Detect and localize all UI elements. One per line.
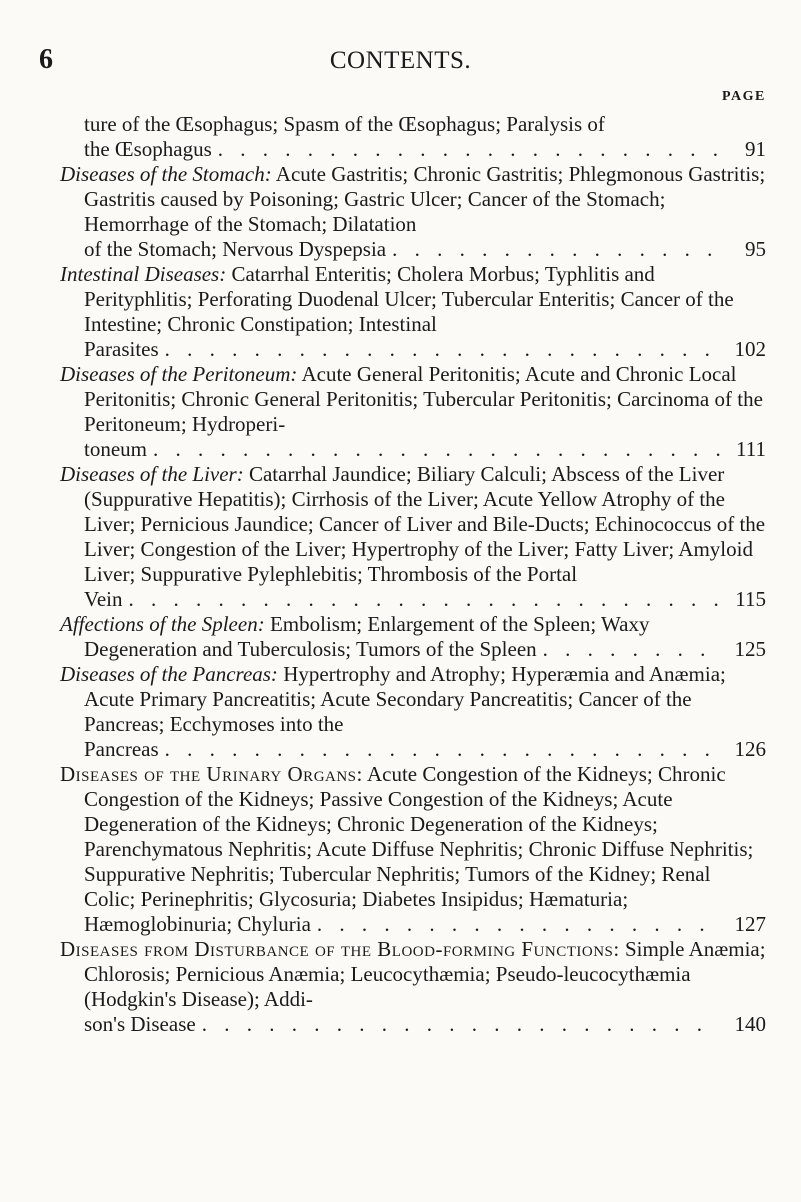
dot-leader [202, 1012, 720, 1037]
entry-last-line: Degeneration and Tuberculosis; Tumors of the Spleen [84, 637, 537, 661]
entry-text: Simple Anæmia; Chlorosis; Pernicious Anæmia; Leucocythæmia; Pseudo-leucocythæmia (Hodgkin's Disease); Addi- [84, 937, 766, 1011]
page-column-label: PAGE [722, 89, 766, 104]
page-number: 6 [39, 44, 53, 75]
toc-entry [60, 937, 766, 1037]
toc-entry [60, 112, 766, 162]
toc-entry [60, 262, 766, 362]
entry-page-number: 91 [745, 137, 766, 161]
toc-entry [60, 362, 766, 462]
dot-leader [153, 437, 720, 462]
entry-text: Acute Gastritis; Chronic Gastritis; Phlegmonous Gastritis; Gastritis caused by Poisoning; Gastric Ulcer; Cancer of the Stomach; Hemorrhage of the Stomach; Dilatation [84, 162, 766, 236]
entry-category: Diseases of the Pancreas: [60, 662, 278, 686]
dot-leader [317, 912, 720, 937]
entry-last-line: of the Stomach; Nervous Dyspepsia [84, 237, 387, 261]
entry-last-line: Hæmoglobinuria; Chyluria [84, 912, 311, 936]
toc-entry [60, 612, 766, 662]
dot-leader [392, 237, 720, 262]
entry-category: Affections of the Spleen: [60, 612, 265, 636]
entry-last-line: son's Disease [84, 1012, 196, 1036]
toc-entry [60, 762, 766, 937]
entry-page-number: 102 [734, 337, 766, 361]
entry-last-line: Pancreas [84, 737, 159, 761]
entry-category: Intestinal Diseases: [60, 262, 227, 286]
entry-text: Hypertrophy and Atrophy; Hyperæmia and Anæmia; Acute Primary Pancreatitis; Acute Secondary Pancreatitis; Cancer of the Pancreas; Ecchymoses into the [84, 662, 726, 736]
entry-page-number: 126 [734, 737, 766, 761]
entry-page-number: 115 [735, 587, 766, 611]
entry-text: Acute General Peritonitis; Acute and Chronic Local Peritonitis; Chronic General Peritonitis; Tubercular Peritonitis; Carcinoma of the Peritoneum; Hydroperi- [84, 362, 763, 436]
entry-page-number: 125 [734, 637, 766, 661]
toc-entry [60, 462, 766, 612]
entry-text: Catarrhal Enteritis; Cholera Morbus; Typhlitis and Perityphlitis; Perforating Duodenal Ulcer; Tubercular Enteritis; Cancer of the Intestine; Chronic Constipation; Intestinal [84, 262, 734, 336]
page-header [0, 42, 801, 78]
entry-text: Catarrhal Jaundice; Biliary Calculi; Abscess of the Liver (Suppurative Hepatitis); Cirrhosis of the Liver; Acute Yellow Atrophy of the Liver; Pernicious Jaundice; Cancer of Liver and Bile-Ducts; Echinococcus of the Liver; Congestion of the Liver; Hypertrophy of the Liver; Fatty Liver; Amyloid Liver; Suppurative Pylephlebitis; Thrombosis of the Portal [84, 462, 766, 586]
dot-leader [129, 587, 721, 612]
entry-last-line: toneum [84, 437, 147, 461]
dot-leader [165, 337, 720, 362]
entry-last-line: Parasites [84, 337, 159, 361]
entry-last-line: the Œsophagus [84, 137, 212, 161]
toc-entry [60, 162, 766, 262]
dot-leader [543, 637, 720, 662]
entry-category: Diseases of the Peritoneum: [60, 362, 298, 386]
entry-category: Diseases of the Stomach: [60, 162, 272, 186]
table-of-contents [60, 112, 766, 1037]
entry-page-number: 127 [734, 912, 766, 936]
dot-leader [218, 137, 720, 162]
entry-text: Acute Congestion of the Kidneys; Chronic Congestion of the Kidneys; Passive Congestion of the Kidneys; Acute Degeneration of the Kidneys; Chronic Degeneration of the Kidneys; Parenchymatous Nephritis; Acute Diffuse Nephritis; Chronic Diffuse Nephritis; Suppurative Nephritis; Tubercular Nephritis; Tumors of the Kidney; Renal Colic; Perinephritis; Glycosuria; Diabetes Insipidus; Hæmaturia; [84, 762, 754, 911]
entry-text: ture of the Œsophagus; Spasm of the Œsophagus; Paralysis of [84, 112, 605, 136]
entry-text: Embolism; Enlargement of the Spleen; Waxy [264, 612, 650, 636]
running-title: CONTENTS. [329, 47, 472, 74]
entry-category: Diseases of the Liver: [60, 462, 244, 486]
dot-leader [165, 737, 720, 762]
entry-page-number: 95 [745, 237, 766, 261]
entry-category: Diseases from Disturbance of the Blood-forming Functions: [60, 937, 620, 961]
entry-last-line: Vein [84, 587, 123, 611]
entry-page-number: 140 [734, 1012, 766, 1036]
entry-category: Diseases of the Urinary Organs: [60, 762, 363, 786]
entry-page-number: 111 [736, 437, 766, 461]
toc-entry [60, 662, 766, 762]
